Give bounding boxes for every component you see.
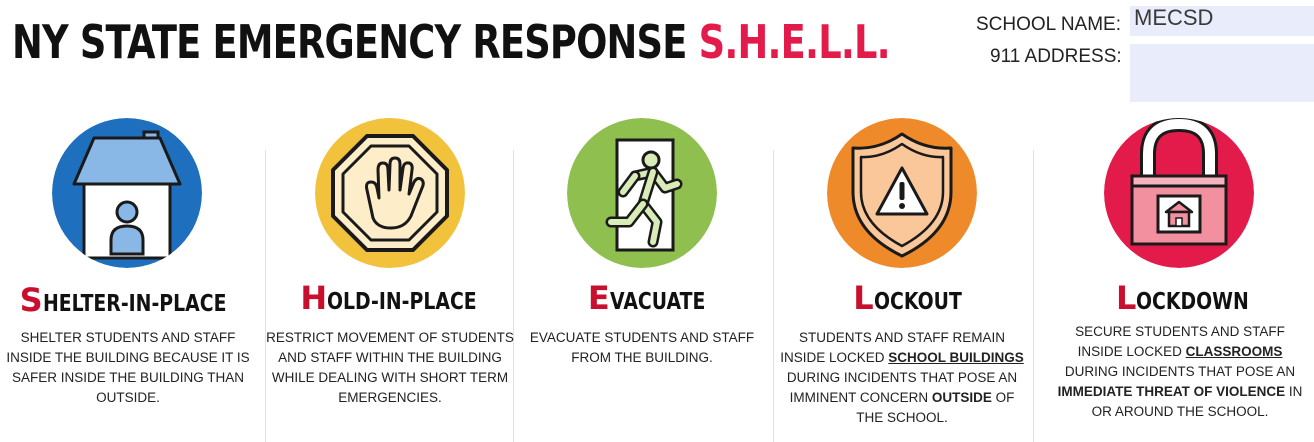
description-text: SECURE STUDENTS AND STAFF INSIDE LOCKED xyxy=(1075,324,1285,359)
school-name-label: SCHOOL NAME: xyxy=(976,14,1121,35)
title-initial: H xyxy=(300,279,328,317)
card-description xyxy=(778,328,1026,428)
title-initial: L xyxy=(1116,279,1137,317)
description-text: SHELTER STUDENTS AND STAFF INSIDE THE BUILDING BECAUSE IT IS SAFER INSIDE THE BUILDING THAN OUTSIDE. xyxy=(6,330,250,405)
emphasis-text: SCHOOL BUILDINGS xyxy=(888,350,1024,365)
title-rest: OLD-IN-PLACE xyxy=(327,289,477,315)
title-rest: HELTER-IN-PLACE xyxy=(42,291,227,317)
card-title xyxy=(518,280,766,320)
title-rest: VACUATE xyxy=(609,289,706,315)
title-rest: OCKDOWN xyxy=(1136,289,1250,315)
description-text: EVACUATE STUDENTS AND STAFF FROM THE BUILDING. xyxy=(529,330,755,365)
title-initial: L xyxy=(853,279,874,317)
divider xyxy=(773,150,774,442)
card-description xyxy=(1056,322,1304,422)
divider xyxy=(1033,150,1034,442)
title-initial: E xyxy=(587,279,610,317)
card-description xyxy=(518,328,766,368)
house-person-icon xyxy=(52,118,202,268)
title-main: NY STATE EMERGENCY RESPONSE xyxy=(12,15,687,69)
description-text: DURING INCIDENTS THAT POSE AN xyxy=(1064,364,1296,379)
warning-shield-icon xyxy=(827,118,977,268)
description-text: RESTRICT MOVEMENT OF STUDENTS AND STAFF WITHIN THE BUILDING WHILE DEALING WITH SHORT TERM EMERGENCIES. xyxy=(266,330,514,405)
card-shelter-in-place xyxy=(4,110,252,442)
card-title xyxy=(4,282,252,322)
card-title xyxy=(778,280,1026,320)
description-text: IN OR AROUND THE SCHOOL. xyxy=(1091,384,1303,419)
card-lockdown xyxy=(1056,110,1304,442)
stop-hand-icon xyxy=(315,118,465,268)
title-rest: OCKOUT xyxy=(873,289,962,315)
card-evacuate xyxy=(518,110,766,442)
school-name-value: MECSD xyxy=(1134,5,1214,30)
exit-running-icon xyxy=(567,118,717,268)
card-title xyxy=(266,280,514,320)
address-field[interactable] xyxy=(1130,44,1314,102)
card-description xyxy=(4,328,252,408)
card-description xyxy=(266,328,514,408)
card-lockout xyxy=(778,110,1026,442)
title-initial: S xyxy=(19,281,43,319)
description-text: DURING INCIDENTS THAT POSE AN IMMINENT CONCERN xyxy=(786,370,1018,405)
title-accent: S.H.E.L.L. xyxy=(698,15,890,69)
emphasis-text: CLASSROOMS xyxy=(1185,344,1283,359)
card-hold-in-place xyxy=(266,110,514,442)
emphasis-text: OUTSIDE xyxy=(931,390,992,405)
description-text: OF THE SCHOOL. xyxy=(856,390,1015,425)
school-name-field[interactable] xyxy=(1130,6,1314,36)
description-text: STUDENTS AND STAFF REMAIN INSIDE LOCKED xyxy=(780,330,1005,365)
emphasis-text: IMMEDIATE THREAT OF VIOLENCE xyxy=(1057,384,1286,399)
address-label: 911 ADDRESS: xyxy=(990,46,1122,67)
padlock-house-icon xyxy=(1104,118,1254,268)
page-title xyxy=(12,12,890,72)
card-title xyxy=(1056,280,1304,320)
